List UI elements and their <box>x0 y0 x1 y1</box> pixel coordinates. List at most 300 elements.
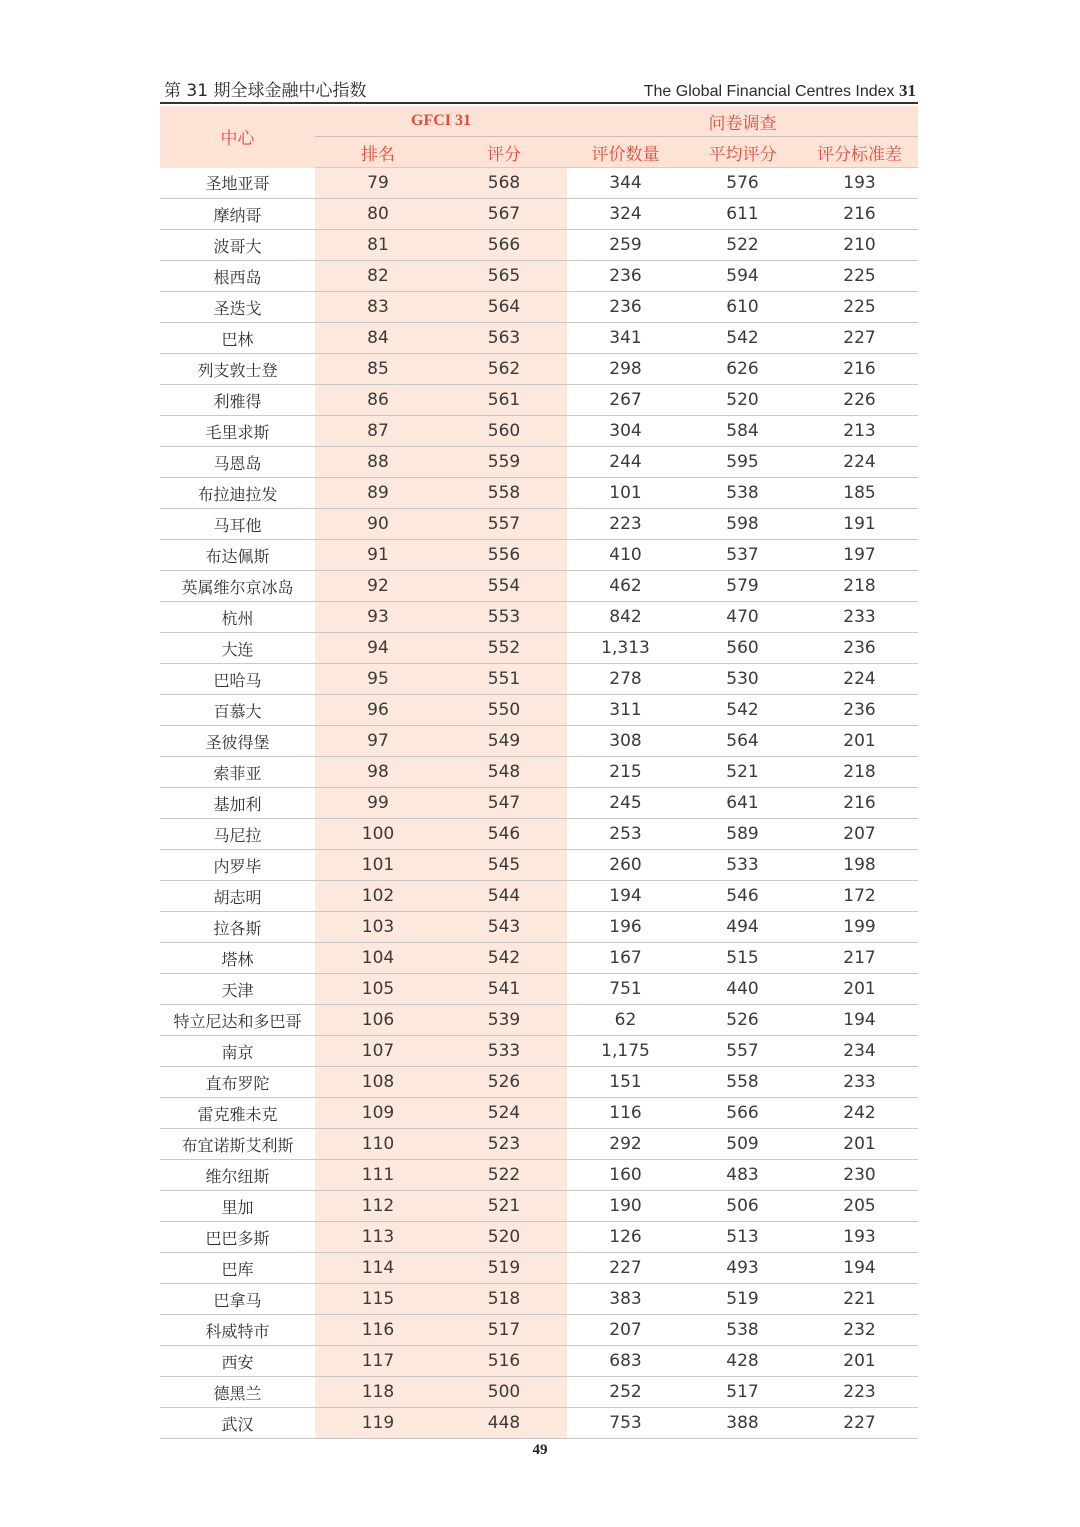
cell-center-name: 胡志明 <box>160 881 315 912</box>
cell-gfci-rank: 109 <box>315 1098 441 1129</box>
cell-avg-assessment: 538 <box>684 1315 801 1346</box>
cell-std-dev: 194 <box>801 1005 918 1036</box>
table-row <box>160 819 918 850</box>
cell-num-assessments: 344 <box>567 168 684 199</box>
table-row <box>160 1408 918 1439</box>
cell-gfci-rating: 563 <box>441 323 567 354</box>
cell-gfci-rating: 566 <box>441 230 567 261</box>
cell-avg-assessment: 521 <box>684 757 801 788</box>
cell-std-dev: 194 <box>801 1253 918 1284</box>
cell-num-assessments: 215 <box>567 757 684 788</box>
cell-std-dev: 218 <box>801 757 918 788</box>
cell-gfci-rating: 564 <box>441 292 567 323</box>
cell-center-name: 拉各斯 <box>160 912 315 943</box>
column-group-survey: 问卷调查 <box>567 106 918 137</box>
cell-center-name: 根西岛 <box>160 261 315 292</box>
table-body <box>160 168 918 1439</box>
cell-avg-assessment: 533 <box>684 850 801 881</box>
cell-center-name: 巴林 <box>160 323 315 354</box>
cell-center-name: 德黑兰 <box>160 1377 315 1408</box>
cell-std-dev: 216 <box>801 199 918 230</box>
cell-gfci-rank: 83 <box>315 292 441 323</box>
cell-gfci-rating: 542 <box>441 943 567 974</box>
cell-center-name: 马恩岛 <box>160 447 315 478</box>
table-row <box>160 1036 918 1067</box>
cell-center-name: 圣地亚哥 <box>160 168 315 199</box>
gfci-rankings-table <box>160 106 918 1439</box>
column-header-avg-assessment: 平均评分 <box>684 137 801 168</box>
cell-std-dev: 201 <box>801 1129 918 1160</box>
cell-num-assessments: 259 <box>567 230 684 261</box>
cell-avg-assessment: 557 <box>684 1036 801 1067</box>
cell-gfci-rating: 554 <box>441 571 567 602</box>
cell-num-assessments: 1,313 <box>567 633 684 664</box>
cell-gfci-rating: 545 <box>441 850 567 881</box>
column-group-gfci: GFCI 31 <box>315 106 567 137</box>
cell-num-assessments: 324 <box>567 199 684 230</box>
table-row <box>160 292 918 323</box>
cell-gfci-rank: 100 <box>315 819 441 850</box>
cell-gfci-rating: 549 <box>441 726 567 757</box>
cell-gfci-rank: 82 <box>315 261 441 292</box>
cell-gfci-rating: 546 <box>441 819 567 850</box>
cell-std-dev: 224 <box>801 447 918 478</box>
table-row <box>160 1005 918 1036</box>
cell-center-name: 布宜诺斯艾利斯 <box>160 1129 315 1160</box>
cell-std-dev: 205 <box>801 1191 918 1222</box>
cell-gfci-rank: 105 <box>315 974 441 1005</box>
cell-num-assessments: 62 <box>567 1005 684 1036</box>
table-row <box>160 261 918 292</box>
column-header-center: 中心 <box>160 106 315 168</box>
cell-std-dev: 236 <box>801 633 918 664</box>
table-row <box>160 1253 918 1284</box>
cell-avg-assessment: 579 <box>684 571 801 602</box>
cell-avg-assessment: 494 <box>684 912 801 943</box>
table-row <box>160 1160 918 1191</box>
cell-center-name: 特立尼达和多巴哥 <box>160 1005 315 1036</box>
cell-center-name: 索菲亚 <box>160 757 315 788</box>
cell-avg-assessment: 530 <box>684 664 801 695</box>
cell-num-assessments: 253 <box>567 819 684 850</box>
cell-std-dev: 193 <box>801 1222 918 1253</box>
cell-std-dev: 191 <box>801 509 918 540</box>
cell-gfci-rating: 520 <box>441 1222 567 1253</box>
cell-std-dev: 225 <box>801 261 918 292</box>
table-row <box>160 602 918 633</box>
cell-gfci-rank: 94 <box>315 633 441 664</box>
cell-gfci-rating: 553 <box>441 602 567 633</box>
cell-center-name: 南京 <box>160 1036 315 1067</box>
cell-center-name: 天津 <box>160 974 315 1005</box>
cell-std-dev: 201 <box>801 1346 918 1377</box>
cell-center-name: 圣迭戈 <box>160 292 315 323</box>
cell-gfci-rank: 116 <box>315 1315 441 1346</box>
cell-gfci-rank: 84 <box>315 323 441 354</box>
cell-std-dev: 172 <box>801 881 918 912</box>
table-row <box>160 1222 918 1253</box>
cell-gfci-rating: 523 <box>441 1129 567 1160</box>
cell-center-name: 雷克雅未克 <box>160 1098 315 1129</box>
cell-center-name: 巴库 <box>160 1253 315 1284</box>
cell-std-dev: 226 <box>801 385 918 416</box>
cell-avg-assessment: 538 <box>684 478 801 509</box>
cell-gfci-rating: 522 <box>441 1160 567 1191</box>
cell-center-name: 内罗毕 <box>160 850 315 881</box>
cell-avg-assessment: 564 <box>684 726 801 757</box>
issue-number: 31 <box>899 81 916 100</box>
cell-center-name: 杭州 <box>160 602 315 633</box>
cell-gfci-rank: 114 <box>315 1253 441 1284</box>
cell-gfci-rank: 90 <box>315 509 441 540</box>
page-header <box>160 80 918 104</box>
cell-std-dev: 218 <box>801 571 918 602</box>
cell-gfci-rating: 556 <box>441 540 567 571</box>
cell-center-name: 摩纳哥 <box>160 199 315 230</box>
cell-std-dev: 198 <box>801 850 918 881</box>
cell-num-assessments: 167 <box>567 943 684 974</box>
cell-avg-assessment: 526 <box>684 1005 801 1036</box>
table-row <box>160 881 918 912</box>
cell-std-dev: 213 <box>801 416 918 447</box>
cell-avg-assessment: 566 <box>684 1098 801 1129</box>
table-row <box>160 1315 918 1346</box>
cell-gfci-rank: 95 <box>315 664 441 695</box>
cell-gfci-rank: 115 <box>315 1284 441 1315</box>
cell-num-assessments: 126 <box>567 1222 684 1253</box>
cell-gfci-rank: 102 <box>315 881 441 912</box>
cell-avg-assessment: 509 <box>684 1129 801 1160</box>
cell-avg-assessment: 610 <box>684 292 801 323</box>
table-row <box>160 633 918 664</box>
cell-gfci-rank: 96 <box>315 695 441 726</box>
cell-std-dev: 201 <box>801 726 918 757</box>
cell-num-assessments: 683 <box>567 1346 684 1377</box>
cell-num-assessments: 196 <box>567 912 684 943</box>
table-row <box>160 664 918 695</box>
table-row <box>160 571 918 602</box>
cell-std-dev: 233 <box>801 602 918 633</box>
table-row <box>160 943 918 974</box>
cell-num-assessments: 267 <box>567 385 684 416</box>
cell-gfci-rating: 544 <box>441 881 567 912</box>
cell-std-dev: 233 <box>801 1067 918 1098</box>
cell-center-name: 西安 <box>160 1346 315 1377</box>
cell-num-assessments: 207 <box>567 1315 684 1346</box>
cell-center-name: 武汉 <box>160 1408 315 1439</box>
cell-gfci-rating: 567 <box>441 199 567 230</box>
cell-num-assessments: 278 <box>567 664 684 695</box>
cell-center-name: 圣彼得堡 <box>160 726 315 757</box>
table-row <box>160 1129 918 1160</box>
cell-num-assessments: 410 <box>567 540 684 571</box>
cell-gfci-rank: 93 <box>315 602 441 633</box>
cell-gfci-rank: 113 <box>315 1222 441 1253</box>
column-header-std-dev: 评分标准差 <box>801 137 918 168</box>
cell-center-name: 马耳他 <box>160 509 315 540</box>
cell-center-name: 马尼拉 <box>160 819 315 850</box>
cell-gfci-rank: 81 <box>315 230 441 261</box>
table-row <box>160 912 918 943</box>
cell-num-assessments: 160 <box>567 1160 684 1191</box>
cell-num-assessments: 308 <box>567 726 684 757</box>
cell-avg-assessment: 513 <box>684 1222 801 1253</box>
cell-avg-assessment: 558 <box>684 1067 801 1098</box>
cell-gfci-rating: 558 <box>441 478 567 509</box>
cell-num-assessments: 298 <box>567 354 684 385</box>
cell-center-name: 里加 <box>160 1191 315 1222</box>
cell-center-name: 塔林 <box>160 943 315 974</box>
cell-num-assessments: 244 <box>567 447 684 478</box>
table-row <box>160 199 918 230</box>
cell-num-assessments: 223 <box>567 509 684 540</box>
cell-gfci-rank: 107 <box>315 1036 441 1067</box>
cell-avg-assessment: 388 <box>684 1408 801 1439</box>
cell-avg-assessment: 493 <box>684 1253 801 1284</box>
table-row <box>160 1377 918 1408</box>
cell-avg-assessment: 542 <box>684 695 801 726</box>
table-row <box>160 416 918 447</box>
cell-gfci-rank: 87 <box>315 416 441 447</box>
report-title-en-text: The Global Financial Centres Index <box>643 83 895 100</box>
cell-avg-assessment: 611 <box>684 199 801 230</box>
cell-gfci-rank: 97 <box>315 726 441 757</box>
cell-num-assessments: 304 <box>567 416 684 447</box>
cell-gfci-rating: 559 <box>441 447 567 478</box>
cell-std-dev: 230 <box>801 1160 918 1191</box>
cell-avg-assessment: 594 <box>684 261 801 292</box>
cell-num-assessments: 194 <box>567 881 684 912</box>
cell-avg-assessment: 470 <box>684 602 801 633</box>
cell-std-dev: 216 <box>801 354 918 385</box>
cell-center-name: 列支敦士登 <box>160 354 315 385</box>
cell-gfci-rating: 533 <box>441 1036 567 1067</box>
cell-avg-assessment: 483 <box>684 1160 801 1191</box>
cell-avg-assessment: 576 <box>684 168 801 199</box>
table-row <box>160 1346 918 1377</box>
cell-num-assessments: 383 <box>567 1284 684 1315</box>
cell-avg-assessment: 440 <box>684 974 801 1005</box>
cell-gfci-rating: 548 <box>441 757 567 788</box>
column-header-num-assessments: 评价数量 <box>567 137 684 168</box>
table-row <box>160 1098 918 1129</box>
cell-gfci-rank: 112 <box>315 1191 441 1222</box>
cell-num-assessments: 236 <box>567 261 684 292</box>
cell-center-name: 直布罗陀 <box>160 1067 315 1098</box>
cell-num-assessments: 341 <box>567 323 684 354</box>
cell-avg-assessment: 517 <box>684 1377 801 1408</box>
cell-avg-assessment: 595 <box>684 447 801 478</box>
cell-num-assessments: 245 <box>567 788 684 819</box>
cell-center-name: 大连 <box>160 633 315 664</box>
cell-gfci-rating: 547 <box>441 788 567 819</box>
cell-gfci-rating: 552 <box>441 633 567 664</box>
cell-gfci-rank: 106 <box>315 1005 441 1036</box>
cell-avg-assessment: 626 <box>684 354 801 385</box>
cell-num-assessments: 311 <box>567 695 684 726</box>
cell-std-dev: 217 <box>801 943 918 974</box>
cell-num-assessments: 236 <box>567 292 684 323</box>
cell-center-name: 毛里求斯 <box>160 416 315 447</box>
cell-num-assessments: 101 <box>567 478 684 509</box>
cell-center-name: 维尔纽斯 <box>160 1160 315 1191</box>
cell-gfci-rating: 557 <box>441 509 567 540</box>
cell-avg-assessment: 584 <box>684 416 801 447</box>
cell-gfci-rating: 539 <box>441 1005 567 1036</box>
cell-center-name: 科威特市 <box>160 1315 315 1346</box>
cell-gfci-rank: 103 <box>315 912 441 943</box>
cell-num-assessments: 260 <box>567 850 684 881</box>
cell-num-assessments: 842 <box>567 602 684 633</box>
column-header-rating: 评分 <box>441 137 567 168</box>
cell-avg-assessment: 546 <box>684 881 801 912</box>
cell-gfci-rank: 89 <box>315 478 441 509</box>
cell-gfci-rating: 500 <box>441 1377 567 1408</box>
cell-center-name: 布拉迪拉发 <box>160 478 315 509</box>
cell-avg-assessment: 520 <box>684 385 801 416</box>
cell-std-dev: 234 <box>801 1036 918 1067</box>
cell-gfci-rank: 110 <box>315 1129 441 1160</box>
cell-gfci-rank: 92 <box>315 571 441 602</box>
cell-center-name: 布达佩斯 <box>160 540 315 571</box>
cell-num-assessments: 462 <box>567 571 684 602</box>
cell-gfci-rating: 561 <box>441 385 567 416</box>
table-row <box>160 354 918 385</box>
cell-avg-assessment: 560 <box>684 633 801 664</box>
table-row <box>160 974 918 1005</box>
cell-avg-assessment: 506 <box>684 1191 801 1222</box>
cell-num-assessments: 292 <box>567 1129 684 1160</box>
cell-center-name: 巴巴多斯 <box>160 1222 315 1253</box>
cell-gfci-rank: 101 <box>315 850 441 881</box>
cell-num-assessments: 116 <box>567 1098 684 1129</box>
table-row <box>160 695 918 726</box>
cell-gfci-rank: 85 <box>315 354 441 385</box>
cell-std-dev: 242 <box>801 1098 918 1129</box>
cell-gfci-rank: 117 <box>315 1346 441 1377</box>
cell-avg-assessment: 589 <box>684 819 801 850</box>
cell-gfci-rating: 550 <box>441 695 567 726</box>
cell-gfci-rating: 560 <box>441 416 567 447</box>
cell-std-dev: 201 <box>801 974 918 1005</box>
table-row <box>160 850 918 881</box>
cell-num-assessments: 252 <box>567 1377 684 1408</box>
cell-std-dev: 210 <box>801 230 918 261</box>
cell-std-dev: 207 <box>801 819 918 850</box>
table-row <box>160 1067 918 1098</box>
cell-gfci-rank: 118 <box>315 1377 441 1408</box>
cell-avg-assessment: 537 <box>684 540 801 571</box>
cell-std-dev: 197 <box>801 540 918 571</box>
cell-std-dev: 227 <box>801 1408 918 1439</box>
cell-std-dev: 185 <box>801 478 918 509</box>
table-row <box>160 757 918 788</box>
cell-gfci-rating: 521 <box>441 1191 567 1222</box>
cell-gfci-rank: 119 <box>315 1408 441 1439</box>
cell-std-dev: 236 <box>801 695 918 726</box>
table-row <box>160 168 918 199</box>
table-row <box>160 509 918 540</box>
cell-gfci-rating: 516 <box>441 1346 567 1377</box>
table-row <box>160 540 918 571</box>
cell-num-assessments: 227 <box>567 1253 684 1284</box>
cell-gfci-rank: 108 <box>315 1067 441 1098</box>
table-row <box>160 478 918 509</box>
cell-gfci-rating: 551 <box>441 664 567 695</box>
cell-num-assessments: 753 <box>567 1408 684 1439</box>
cell-gfci-rank: 91 <box>315 540 441 571</box>
cell-num-assessments: 751 <box>567 974 684 1005</box>
cell-num-assessments: 1,175 <box>567 1036 684 1067</box>
cell-avg-assessment: 522 <box>684 230 801 261</box>
cell-gfci-rank: 88 <box>315 447 441 478</box>
cell-gfci-rating: 543 <box>441 912 567 943</box>
page-number: 49 <box>532 1442 548 1458</box>
cell-avg-assessment: 542 <box>684 323 801 354</box>
table-row <box>160 1191 918 1222</box>
table-row <box>160 447 918 478</box>
cell-num-assessments: 151 <box>567 1067 684 1098</box>
cell-gfci-rating: 524 <box>441 1098 567 1129</box>
table-row <box>160 385 918 416</box>
cell-center-name: 利雅得 <box>160 385 315 416</box>
cell-gfci-rank: 86 <box>315 385 441 416</box>
cell-std-dev: 227 <box>801 323 918 354</box>
cell-avg-assessment: 519 <box>684 1284 801 1315</box>
cell-avg-assessment: 515 <box>684 943 801 974</box>
cell-gfci-rank: 111 <box>315 1160 441 1191</box>
cell-avg-assessment: 598 <box>684 509 801 540</box>
cell-gfci-rating: 568 <box>441 168 567 199</box>
cell-std-dev: 223 <box>801 1377 918 1408</box>
cell-gfci-rating: 541 <box>441 974 567 1005</box>
cell-gfci-rank: 99 <box>315 788 441 819</box>
table-row <box>160 323 918 354</box>
cell-std-dev: 221 <box>801 1284 918 1315</box>
cell-gfci-rating: 562 <box>441 354 567 385</box>
table-row <box>160 1284 918 1315</box>
cell-gfci-rank: 104 <box>315 943 441 974</box>
cell-gfci-rating: 517 <box>441 1315 567 1346</box>
cell-gfci-rating: 518 <box>441 1284 567 1315</box>
cell-gfci-rank: 79 <box>315 168 441 199</box>
cell-gfci-rating: 565 <box>441 261 567 292</box>
cell-num-assessments: 190 <box>567 1191 684 1222</box>
table-row <box>160 726 918 757</box>
cell-avg-assessment: 428 <box>684 1346 801 1377</box>
cell-center-name: 波哥大 <box>160 230 315 261</box>
report-title-en <box>644 80 916 103</box>
cell-avg-assessment: 641 <box>684 788 801 819</box>
cell-center-name: 巴拿马 <box>160 1284 315 1315</box>
cell-std-dev: 224 <box>801 664 918 695</box>
cell-gfci-rating: 526 <box>441 1067 567 1098</box>
cell-center-name: 基加利 <box>160 788 315 819</box>
cell-std-dev: 232 <box>801 1315 918 1346</box>
cell-std-dev: 216 <box>801 788 918 819</box>
cell-center-name: 巴哈马 <box>160 664 315 695</box>
cell-center-name: 百慕大 <box>160 695 315 726</box>
cell-gfci-rank: 98 <box>315 757 441 788</box>
table-row <box>160 788 918 819</box>
table-row <box>160 230 918 261</box>
cell-center-name: 英属维尔京冰岛 <box>160 571 315 602</box>
cell-gfci-rating: 519 <box>441 1253 567 1284</box>
cell-std-dev: 193 <box>801 168 918 199</box>
report-title-zh: 第 31 期全球金融中心指数 <box>164 81 367 101</box>
cell-gfci-rating: 448 <box>441 1408 567 1439</box>
cell-gfci-rank: 80 <box>315 199 441 230</box>
